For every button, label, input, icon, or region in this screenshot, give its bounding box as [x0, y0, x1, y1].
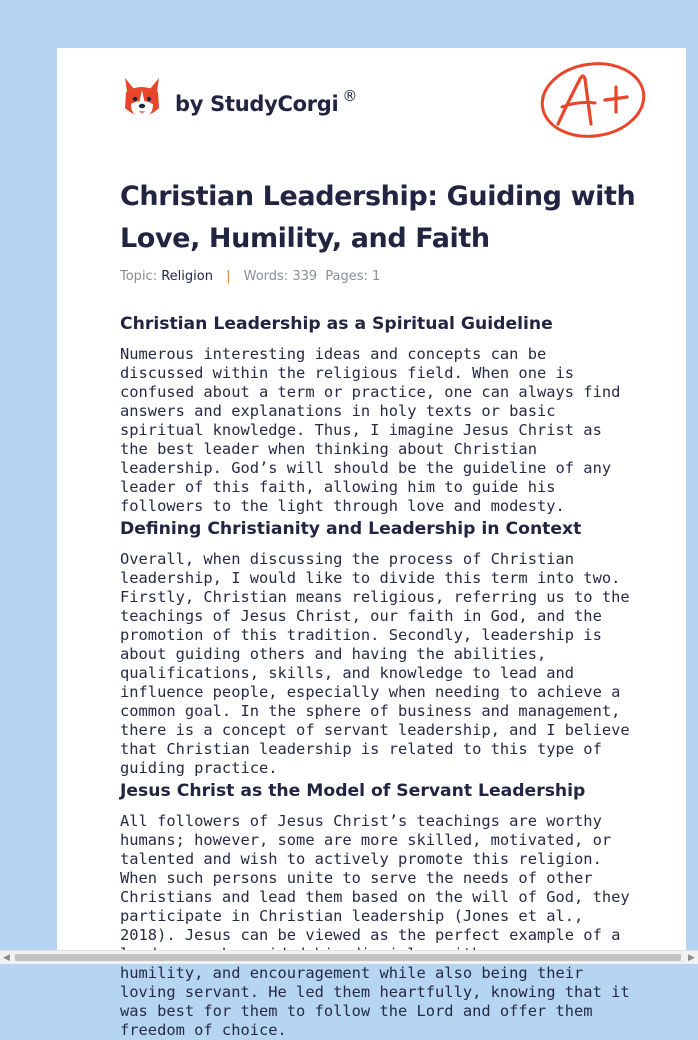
grade-badge-label: A+ [593, 104, 595, 105]
essay-page [57, 48, 686, 1039]
topic-label: Topic: [120, 269, 158, 284]
horizontal-scrollbar[interactable] [0, 950, 698, 964]
section-heading-1: Christian Leadership as a Spiritual Guideline [120, 314, 553, 334]
page-title: Christian Leadership: Guiding with Love, Humility, and Faith [120, 181, 636, 254]
essay-meta [120, 269, 380, 284]
section-paragraph-3: All followers of Jesus Christ’s teachings are worthy humans; however, some are more skilled, motivated, or talented and wish to actively promote this religion. When such persons unite to serve the needs of other Christians and lead them based on the will of God, they participate in Christian leadership (Jones et al., 2018). Jesus can be viewed as the perfect example of a humility, and encouragement while also being their loving servant. He led them heartfully, knowing that it was best for them to follow the Lord and offer them freedom of choice. [120, 812, 630, 1039]
meta-separator: | [226, 269, 231, 284]
word-count: Words: 339 [243, 269, 318, 284]
section-paragraph-1: Numerous interesting ideas and concepts can be discussed within the religious field. When one is confused about a term or practice, one can always find answers and explanations in holy texts or basic spiritual knowledge. Thus, I imagine Jesus Christ as the best leader when thinking about Christian leadership. God’s will should be the guideline of any leader of this faith, allowing him to guide his followers to the light through love and modesty. [120, 345, 621, 515]
a-plus-badge-icon [539, 60, 647, 140]
studycorgi-brand[interactable] [175, 87, 358, 116]
topic-link[interactable]: Religion [161, 269, 213, 284]
section-heading-2: Defining Christianity and Leadership in Context [120, 519, 582, 539]
scrollbar-thumb[interactable] [15, 954, 681, 961]
scroll-left-arrow-icon[interactable]: ◀ [3, 953, 10, 963]
page-count: Pages: 1 [325, 269, 381, 284]
brand-text: by StudyCorgi [175, 92, 339, 116]
corgi-logo-icon [122, 76, 162, 122]
scroll-right-arrow-icon[interactable]: ▶ [688, 953, 695, 963]
section-paragraph-2: Overall, when discussing the process of Christian leadership, I would like to divide this term into two. Firstly, Christian means religious, referring us to the teachings of Jesus Christ, our faith in God, and the promotion of this tradition. Secondly, leadership is about guiding others and having the abilities, qualifications, skills, and knowledge to lead and influence people, especially when needing to achieve a common goal. In the sphere of business and management, there is a concept of servant leadership, and I believe that Christian leadership is related to this type of guiding practice. [120, 550, 630, 777]
registered-mark: ® [342, 87, 358, 105]
section-heading-3: Jesus Christ as the Model of Servant Leadership [120, 781, 586, 801]
essay-body [120, 311, 632, 1040]
